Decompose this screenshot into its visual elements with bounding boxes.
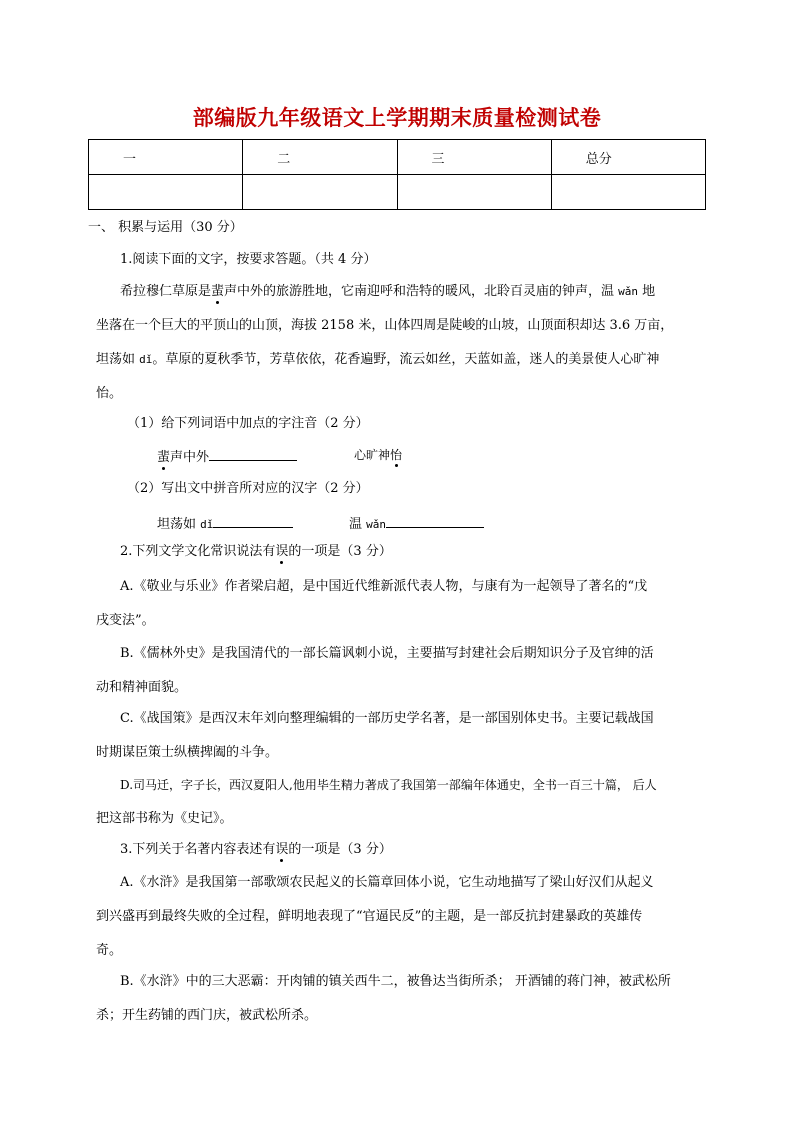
exam-title: 部编版九年级语文上学期期末质量检测试卷 — [192, 106, 602, 130]
q3-option-a[interactable]: A.《水浒》是我国第一部歌颂农民起义的长篇章回体小说，它生动地描写了梁山好汉们从起义 到兴盛再到最终失败的全过程，鲜明地表现了“官逼民反”的主题，是一部反抗封建暴政的英雄传 奇。 — [96, 875, 654, 958]
score-cell-2[interactable] — [243, 175, 397, 210]
score-table-blank-row — [89, 175, 706, 210]
q1-sub1: （1）给下列词语中加点的字注音（2 分） — [127, 416, 369, 431]
score-cell-total[interactable] — [551, 175, 705, 210]
score-table-header-row — [89, 140, 706, 175]
q3-option-b[interactable]: B.《水浒》中的三大恶霸：开肉铺的镇关西牛二，被鲁达当街所杀； 开酒铺的蒋门神，被武松所 杀；开生药铺的西门庆，被武松所杀。 — [96, 974, 671, 1023]
q2-stem: 2.下列文学文化常识说法有误的一项是（3 分） — [120, 544, 392, 559]
section-heading: 一、 积累与运用（30 分） — [88, 220, 243, 235]
q1-sub2-item2: 温 wǎn — [349, 513, 484, 534]
score-header-2: 二 — [243, 140, 397, 175]
q2-option-c[interactable]: C.《战国策》是西汉末年刘向整理编辑的一部历史学名著，是一部国别体史书。主要记载战国 时期谋臣策士纵横捭阖的斗争。 — [96, 711, 654, 760]
answer-blank[interactable] — [386, 513, 484, 528]
q2-option-b[interactable]: B.《儒林外史》是我国清代的一部长篇讽刺小说，主要描写封建社会后期知识分子及官绅的活 动和精神面貌。 — [96, 646, 654, 695]
q1-sub1-item2: 心旷神怡 — [354, 448, 403, 462]
q2-option-a[interactable]: A.《敬业与乐业》作者梁启超，是中国近代维新派代表人物，与康有为一起领导了著名的“戊 戌变法”。 — [96, 579, 648, 628]
q3-stem: 3.下列关于名著内容表述有误的一项是（3 分） — [120, 842, 392, 857]
answer-blank[interactable] — [213, 513, 293, 528]
q2-option-d[interactable]: D.司马迁，字子长，西汉夏阳人,他用毕生精力著成了我国第一部编年体通史，全书一百三十篇， 后人 把这部书称为《史记》。 — [96, 778, 657, 826]
score-header-total: 总分 — [551, 140, 705, 175]
score-header-1: 一 — [89, 140, 243, 175]
q1-sub2: （2）写出文中拼音所对应的汉字（2 分） — [127, 481, 369, 496]
score-header-3: 三 — [397, 140, 551, 175]
q1-stem: 1.阅读下面的文字，按要求答题。（共 4 分） — [120, 252, 377, 267]
score-table — [88, 139, 706, 210]
q1-sub2-item1: 坦荡如 dǐ — [157, 513, 293, 534]
dotted-char: 蜚 — [211, 284, 225, 299]
q1-passage: 希拉穆仁草原是蜚声中外的旅游胜地，它南迎呼和浩特的暖风，北聆百灵庙的钟声，温 wǎn 地 坐落在一个巨大的平顶山的山顶，海拔 2158 米，山体四周是陡峻的山坡，山顶面积却达 3.6 万亩， 坦荡如 dǐ。草原的夏秋季节，芳草依依，花香遍野，流云如丝，天蓝如盖，迷人的美景使人心旷神 怡。 — [96, 284, 674, 401]
answer-blank[interactable] — [209, 446, 297, 461]
score-cell-1[interactable] — [89, 175, 243, 210]
q1-sub1-item1: 蜚声中外 — [157, 446, 297, 467]
score-cell-3[interactable] — [397, 175, 551, 210]
